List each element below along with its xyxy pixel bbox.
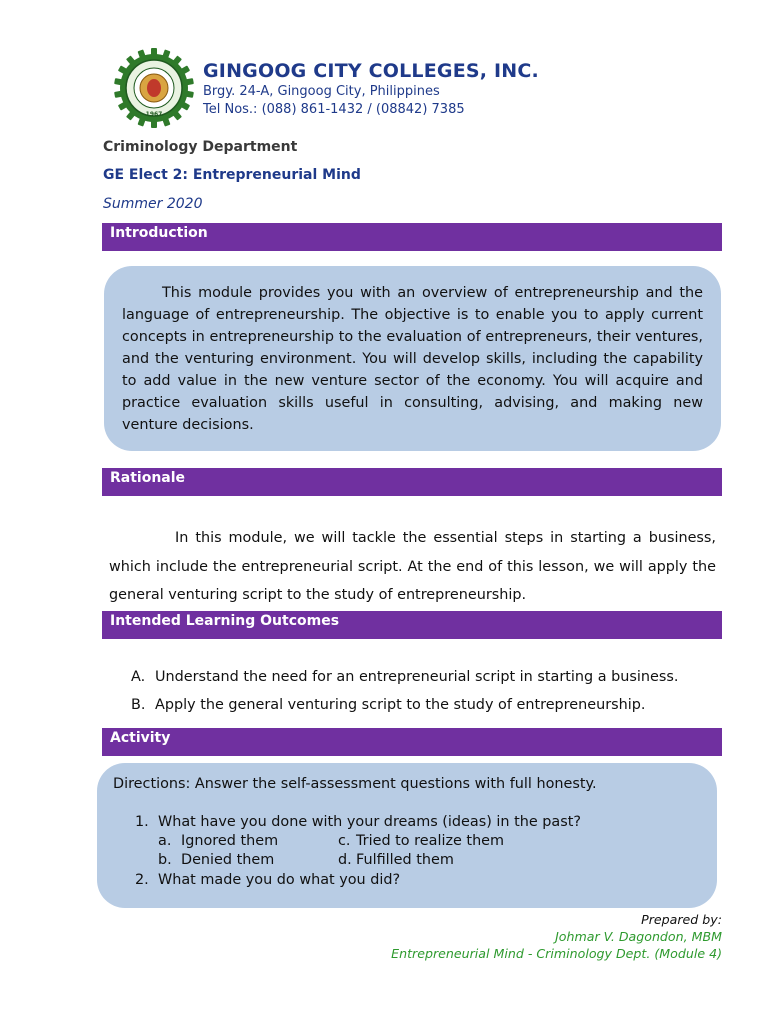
rationale-heading: Rationale <box>102 468 722 496</box>
module-reference: Entrepreneurial Mind - Criminology Dept. (Module 4) <box>391 946 722 961</box>
outcome-item <box>131 697 645 713</box>
choice-text: Fulfilled them <box>356 852 454 868</box>
outcome-item <box>131 669 678 685</box>
outcome-letter: A. <box>131 669 146 685</box>
question-number: 1. <box>135 814 149 830</box>
outcome-text: Understand the need for an entrepreneurial script in starting a business. <box>155 669 679 685</box>
choice-letter: c. <box>338 833 351 849</box>
college-address: Brgy. 24-A, Gingoog City, Philippines <box>203 84 440 99</box>
choice-text: Tried to realize them <box>356 833 505 849</box>
question-text: What have you done with your dreams (ideas) in the past? <box>158 814 582 830</box>
choice-letter: a. <box>158 833 172 849</box>
college-telephone: Tel Nos.: (088) 861-1432 / (08842) 7385 <box>203 102 465 117</box>
introduction-heading: Introduction <box>102 223 722 251</box>
choice-text: Ignored them <box>181 833 279 849</box>
question-number: 2. <box>135 872 149 888</box>
choice-text: Denied them <box>181 852 275 868</box>
question-text: What made you do what you did? <box>158 872 401 888</box>
choice-letter: d. <box>338 852 352 868</box>
department-label: Criminology Department <box>103 139 298 155</box>
outcomes-heading: Intended Learning Outcomes <box>102 611 722 639</box>
choice-letter: b. <box>158 852 172 868</box>
seal-year: 1967 <box>145 111 163 118</box>
course-title: GE Elect 2: Entrepreneurial Mind <box>103 167 361 183</box>
activity-box <box>97 763 717 908</box>
activity-heading: Activity <box>102 728 722 756</box>
rationale-text: In this module, we will tackle the essential steps in starting a business, which include the entrepreneurial script. At the end of this lesson, we will apply the general venturing script to the study of entrepreneurship. <box>109 530 716 603</box>
prepared-by-label: Prepared by: <box>641 912 722 927</box>
outcome-text: Apply the general venturing script to the study of entrepreneurship. <box>155 697 646 713</box>
activity-directions: Directions: Answer the self-assessment questions with full honesty. <box>113 776 597 792</box>
outcome-letter: B. <box>131 697 146 713</box>
author-name: Johmar V. Dagondon, MBM <box>555 929 722 944</box>
term-label: Summer 2020 <box>103 196 203 212</box>
introduction-text: This module provides you with an overview of entrepreneurship and the language of entrepreneurship. The objective is to enable you to apply current concepts in entrepreneurship to the evaluation of entrepreneurs, their ventures, and the venturing environment. You will develop skills, including the capability to add value in the new venture sector of the economy. You will acquire and practice evaluation skills useful in consulting, advising, and making new venture decisions. <box>122 285 703 433</box>
college-name: GINGOOG CITY COLLEGES, INC. <box>203 60 539 82</box>
college-seal-logo <box>114 48 194 128</box>
introduction-box <box>104 266 721 451</box>
